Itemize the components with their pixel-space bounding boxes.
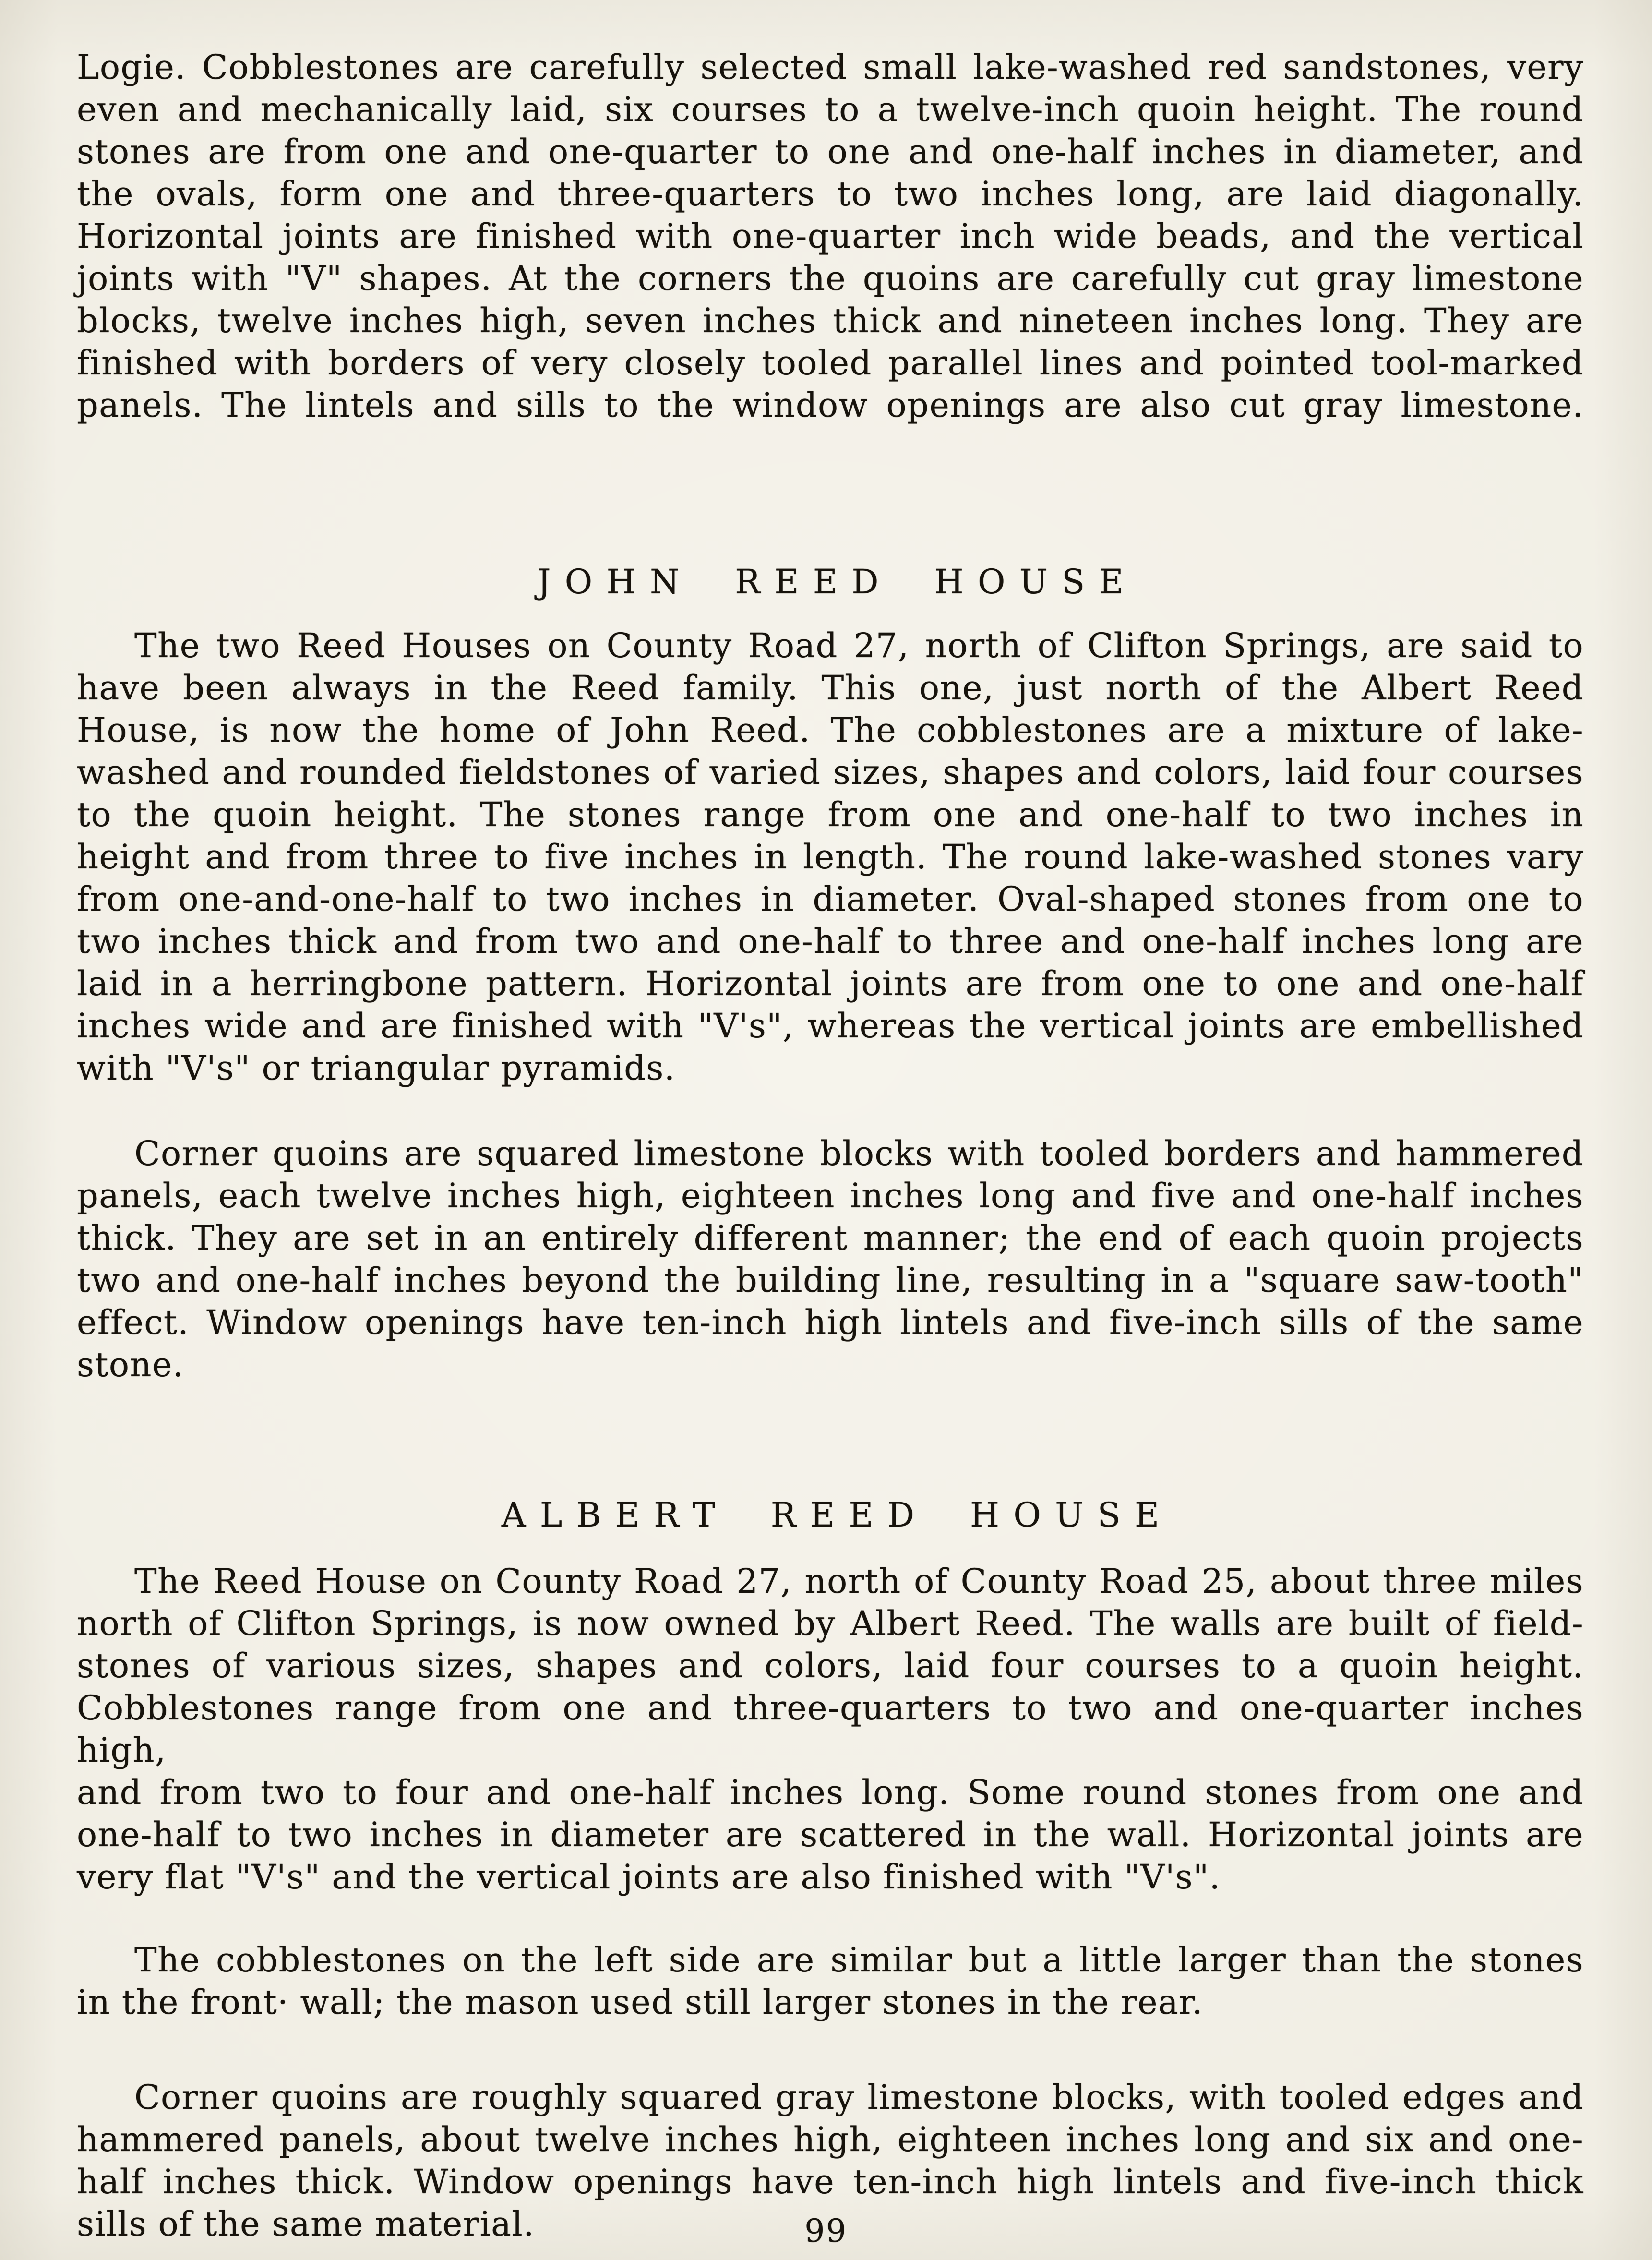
text-line: stones are from one and one-quarter to one and one-half inches in diameter, and [77, 132, 1584, 171]
text-line: Cobblestones range from one and three-quarters to two and one-quarter inches high, [77, 1688, 1584, 1770]
text-line: and from two to four and one-half inches long. Some round stones from one and [77, 1773, 1584, 1812]
paragraph [77, 1560, 1584, 1898]
text-line: blocks, twelve inches high, seven inches thick and nineteen inches long. They are [77, 301, 1584, 340]
section-heading: ALBERT REED HOUSE [501, 1495, 1173, 1535]
text-line: Logie. Cobblestones are carefully selected small lake-washed red sandstones, very [77, 48, 1584, 87]
text-line: two and one-half inches beyond the building line, resulting in a "square saw-tooth" [77, 1261, 1584, 1300]
text-line: The two Reed Houses on County Road 27, north of Clifton Springs, are said to [134, 626, 1584, 665]
text-line: thick. They are set in an entirely different manner; the end of each quoin projects [77, 1218, 1584, 1258]
text-line: stones of various sizes, shapes and colors, laid four courses to a quoin height. [77, 1646, 1584, 1685]
text-line: washed and rounded fieldstones of varied sizes, shapes and colors, laid four courses [77, 753, 1584, 792]
text-line: stone. [77, 1345, 184, 1384]
text-line: from one-and-one-half to two inches in diameter. Oval-shaped stones from one to [77, 879, 1584, 919]
text-line: The cobblestones on the left side are similar but a little larger than the stones [134, 1940, 1584, 1980]
text-line: two inches thick and from two and one-half to three and one-half inches long are [77, 922, 1584, 961]
text-line: with "V's" or triangular pyramids. [77, 1048, 676, 1088]
paragraph [77, 1132, 1584, 1386]
text-line: in the front· wall; the mason used still larger stones in the rear. [77, 1983, 1203, 2022]
text-line: panels. The lintels and sills to the window openings are also cut gray limestone. [77, 385, 1584, 425]
text-line: inches wide and are finished with "V's", whereas the vertical joints are embellished [77, 1006, 1584, 1046]
text-line: Corner quoins are roughly squared gray limestone blocks, with tooled edges and [134, 2078, 1584, 2117]
text-line: very flat "V's" and the vertical joints are also finished with "V's". [77, 1857, 1221, 1897]
page-number: 99 [804, 2212, 848, 2249]
paragraph [77, 46, 1584, 426]
text-line: laid in a herringbone pattern. Horizontal joints are from one to one and one-half [77, 964, 1584, 1003]
text-line: height and from three to five inches in length. The round lake-washed stones vary [77, 837, 1584, 877]
text-line: to the quoin height. The stones range from one and one-half to two inches in [77, 795, 1584, 834]
text-line: House, is now the home of John Reed. The cobblestones are a mixture of lake- [77, 710, 1584, 750]
text-line: effect. Window openings have ten-inch high lintels and five-inch sills of the same [77, 1303, 1584, 1342]
text-line: north of Clifton Springs, is now owned by Albert Reed. The walls are built of field- [77, 1604, 1584, 1643]
text-line: half inches thick. Window openings have ten-inch high lintels and five-inch thick [77, 2162, 1584, 2201]
text-line: The Reed House on County Road 27, north of County Road 25, about three miles [134, 1562, 1584, 1601]
text-line: Horizontal joints are finished with one-quarter inch wide beads, and the vertical [77, 216, 1584, 256]
text-line: the ovals, form one and three-quarters to two inches long, are laid diagonally. [77, 174, 1584, 214]
text-line: finished with borders of very closely tooled parallel lines and pointed tool-marked [77, 343, 1584, 383]
text-line: Corner quoins are squared limestone blocks with tooled borders and hammered [134, 1134, 1584, 1173]
section-heading: JOHN REED HOUSE [537, 562, 1138, 601]
paragraph [77, 625, 1584, 1089]
page-content [77, 46, 1584, 2245]
text-line: have been always in the Reed family. This one, just north of the Albert Reed [77, 668, 1584, 708]
text-line: panels, each twelve inches high, eighteen inches long and five and one-half inches [77, 1176, 1584, 1215]
text-line: joints with "V" shapes. At the corners the quoins are carefully cut gray limestone [77, 259, 1584, 298]
text-line: sills of the same material. [77, 2204, 535, 2244]
text-line: one-half to two inches in diameter are scattered in the wall. Horizontal joints are [77, 1815, 1584, 1854]
text-line: even and mechanically laid, six courses to a twelve-inch quoin height. The round [77, 90, 1584, 129]
text-line: hammered panels, about twelve inches high, eighteen inches long and six and one- [77, 2120, 1584, 2159]
paragraph [77, 1939, 1584, 2023]
